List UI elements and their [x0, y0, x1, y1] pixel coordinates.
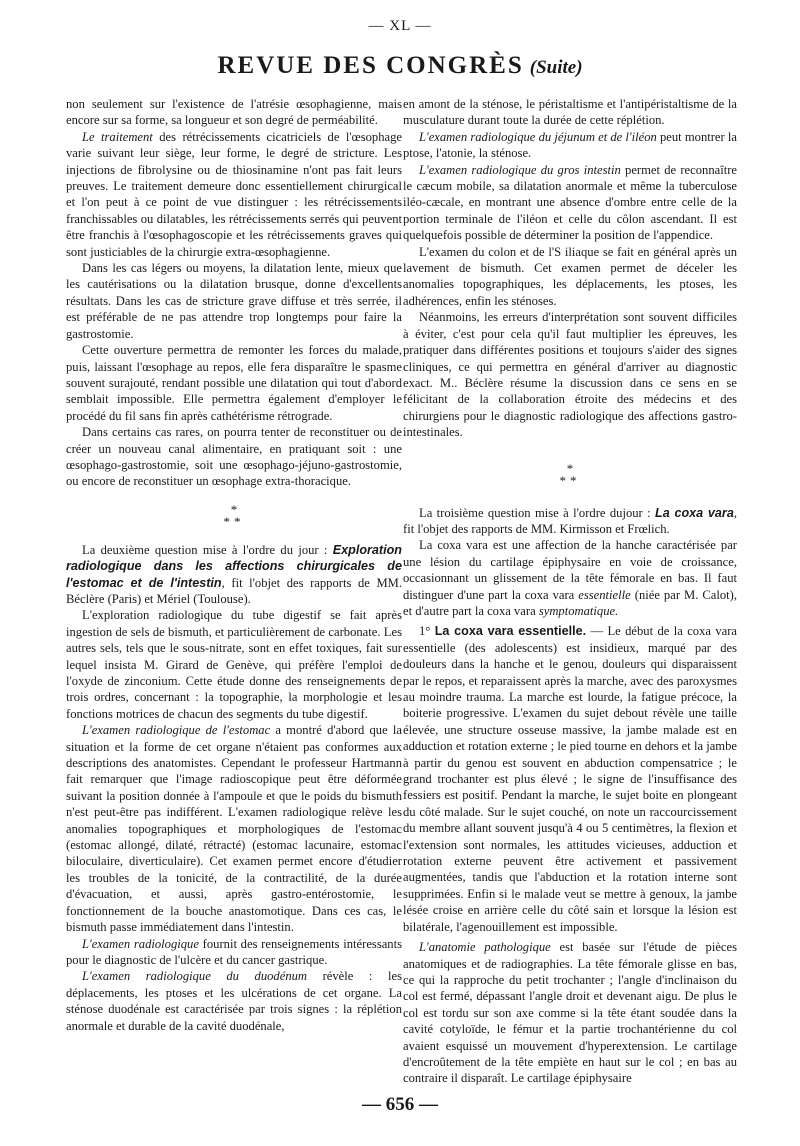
right-paragraph-5: Néanmoins, les erreurs d'interprétation sont souvent difficiles à éviter, c'est pour cela qu'il faut multiplier les épreuves, les pratiquer dans différentes positions et toujours s'aider des signes cliniques, ce qui permettra en général d'arriver au diagnostic exact. M.. Béclère résume la discussion dans ce sens en se félicitant de la collaboration étroite des médecins et des chirurgiens pour le diagnostic radiologique des affections gastro-intestinales.: [403, 310, 737, 440]
section-separator-1: [66, 501, 402, 529]
right-paragraph-7-text: — Le début de la coxa vara essentielle (des adolescents) est insidieux, marqué par des douleurs dans la hanche et le genou, douleurs qui disparaissent par le repos, et reparaissent après la marche, avec des paroxysmes au moindre trauma. La marche est lourde, la fatigue précoce, la boiterie progressive. L'examen du sujet debout révèle une taille élevée, une structure osseuse massive, la jambe malade est en adduction et rotation externe ; le pied tourne en dehors et la jambe à partir du genou est souvent en abduction compensatrice ; le grand trochanter est plus élevé ; le signe de l'insuffisance des fessiers est positif. Pendant la marche, le sujet boite en plongeant du côté malade. Sur le sujet couché, on note un raccourcissement du membre allant souvent jusqu'à 4 ou 5 centimètres, la flexion et l'extension sont normales, les attitudes vicieuses, adduction et rotation externe peuvent être activement et passivement augmentées, tandis que l'abduction et la rotation interne sont supprimées. Enfin si le malade veut se mettre à genoux, la jambe lésée croise en arrière celle du côté sain et lorsque la lésion est bilatérale, l'agenouillement est impossible.: [403, 624, 738, 934]
left-paragraph-9: [66, 968, 402, 1034]
question-2-rapporteurs: , fit l'objet des rapports de MM. Béclère (Paris) et Mériel (Toulouse).: [66, 575, 402, 606]
left-paragraph-3: Dans les cas légers ou moyens, la dilatation lente, mieux que les cautérisations ou la dilatation brusque, donne d'excellents résultats. Dans les cas de stricture grave diffuse et très serrée, il est préférable de ne pas attendre trop longtemps pour faire la gastrostomie.: [66, 261, 402, 341]
right-paragraph-3-text: permet de reconnaître le cæcum mobile, sa dilatation anormale et même la tuberculose iléo-cæcale, en montrant une absence d'ombre entre celle de la portion terminale de l'iléon et celle du côlon ascendant. Il est quelquefois possible de déterminer la position de l'appendice.: [403, 162, 738, 243]
left-paragraph-9-text: révèle : les déplacements, les ptoses et les ulcérations de cet organe. La sténose duodénale est caractérisée par trois signes : la réplétion anormale et durable de la cavité duodénale,: [66, 969, 402, 1033]
question-2-intro: La deuxième question mise à l'ordre du jour :: [82, 542, 333, 557]
left-paragraph-4: Cette ouverture permettra de remonter les forces du malade, puis, laissant l'œsophage au repos, elle fera disparaître le spasme souvent surajouté, rendant possible une dilatation qui tout d'abord semblait impossible. Elle permettra également d'employer le procédé du fil sans fin après cathétérisme rétrograde.: [66, 343, 402, 423]
question-3-intro: La troisième question mise à l'ordre dujour :: [419, 505, 656, 520]
left-paragraph-8-text: fournit des renseignements intéressants pour le diagnostic de l'ulcère et du cancer gastrique.: [66, 936, 403, 967]
symptomatique-term: symptomatique.: [538, 603, 619, 618]
header-title: REVUE DES CONGRÈS: [217, 52, 524, 79]
right-paragraph-2: [403, 129, 737, 162]
section-separator-2: [403, 460, 737, 488]
right-paragraph-4: L'examen du colon et de l'S iliaque se fait en général après un lavement de bismuth. Cet examen permet de déceler les anomalies topographiques, les déplacements, les ptoses, les adhérences, enfin les sténoses.: [403, 244, 737, 308]
coxa-vara-essentielle-heading: La coxa vara essentielle.: [434, 624, 587, 639]
right-paragraph-7: [403, 623, 737, 935]
right-paragraph-3: [403, 162, 737, 244]
left-paragraph-2: [66, 129, 402, 260]
coxa-vara-definition: La coxa vara est une affection de la hanche caractérisée par une lésion du cartilage épiphysaire en voie de croissance, occasionnant un glissement de la tête fémorale en bas. Il faut distinguer d'une part la coxa vara: [403, 538, 737, 602]
separator-star-top: *: [566, 460, 574, 476]
section-number: 1°: [419, 624, 435, 639]
left-paragraph-6: L'exploration radiologique du tube digestif se fait après ingestion de sels de bismuth, et particulièrement de carbonate. Les autres sels, tels que le sous-nitrate, sont en effet toxiques, fait sur lequel insista M. Girard de Genève, qui préfère l'emploi de l'oxyde de zinconium. Cette étude donne des renseignements de trois ordres, concernant : la topographie, la morphologie et les fonctions motrices de chacun des segments du tube digestif.: [66, 608, 402, 721]
separator-star-bottom: **: [223, 513, 245, 529]
right-paragraph-8: [403, 939, 737, 1087]
page-number: — 656 —: [362, 1094, 438, 1115]
radiological-exam-heading: L'examen radiologique: [82, 936, 199, 951]
question-2-title: Exploration radiologique dans les affections chirurgicales de l'estomac et de l'intestin: [66, 542, 402, 590]
question-2-paragraph: [66, 542, 402, 608]
left-paragraph-1: non seulement sur l'existence de l'atrésie œsophagienne, mais encore sur sa forme, sa longueur et son degré de perméabilité.: [66, 97, 402, 128]
right-paragraph-8-text: est basée sur l'étude de pièces anatomiques et de radiographies. La tête fémorale glisse en bas, ce qui la rapproche du petit trochanter ; l'angle d'inclinaison du col est fermé, dépassant l'angle droit et devenant aigu. De plus le col est tordu sur son axe comme si la tête étant soudée dans la cavité cotyloïde, le fémur et la partie trochantérienne du col avaient esquissé un mouvement d'hyperextension. Le cartilage d'encroûtement de la tête empiète en haut sur le col ; en bas au contraire il disparaît. Le cartilage épiphysaire: [403, 940, 737, 1086]
running-header: [0, 52, 800, 80]
right-paragraph-2-text: peut montrer la ptose, l'atonie, la sténose.: [403, 129, 737, 161]
right-column: [403, 96, 737, 1087]
duodenum-exam-heading: L'examen radiologique du duodénum: [82, 969, 308, 984]
question-3-rapporteurs: , fit l'objet des rapports de MM. Kirmisson et Frœlich.: [403, 505, 737, 536]
right-paragraph-1: en amont de la sténose, le péristaltisme et l'antipéristaltisme de la musculature durant toute la durée de cette réplétion.: [403, 97, 737, 128]
left-column: [66, 96, 402, 1034]
question-3-title: La coxa vara: [655, 505, 734, 520]
separator-star-top: *: [230, 501, 238, 517]
left-paragraph-7: [66, 722, 402, 935]
header-suite: (Suite): [529, 57, 583, 78]
treatment-heading: Le traitement: [82, 129, 153, 144]
jejunum-exam-heading: L'examen radiologique du jéjunum et de l'iléon: [419, 129, 657, 144]
right-paragraph-6: [403, 537, 737, 619]
stomach-exam-heading: L'examen radiologique de l'estomac: [82, 723, 271, 738]
large-intestine-exam-heading: L'examen radiologique du gros intestin: [419, 162, 621, 177]
page-roman-numeral: — XL —: [368, 18, 432, 34]
pathological-anatomy-heading: L'anatomie pathologique: [419, 940, 551, 955]
left-paragraph-5: Dans certains cas rares, on pourra tenter de reconstituer ou de créer un nouveau canal alimentaire, en pratiquant soit : une œsophago-gastrostomie, soit une œsophago-jéjuno-gastrostomie, ou encore de reconstituer un œsophage extra-thoracique.: [66, 425, 402, 489]
coxa-vara-definition-cont: (niée par M. Calot), et d'autre part la coxa vara: [403, 587, 737, 618]
separator-star-bottom: **: [559, 472, 581, 488]
left-paragraph-2-text: des rétrécissements cicatriciels de l'œsophage varie suivant leur siège, leur forme, le degré de stricture. Les injections de fibrolysine ou de thiosinamine n'ont pas fait leurs preuves. Le traitement demeure donc essentiellement chirurgical et l'on peut à ce point de vue distinguer : les rétrécissements franchissables ou dilatables, les rétrécissements serrés qui peuvent être franchis à l'œsophagoscopie et les rétrécissements graves qui sont justiciables de la chirurgie extra-œsophagienne.: [66, 129, 402, 259]
left-paragraph-7-text: a montré d'abord que la situation et la forme de cet organe n'étaient pas conformes aux descriptions des anatomistes. Cependant le professeur Hartmann fait remarquer que l'image radioscopique peut être déformée suivant la position donnée à l'ampoule et que le poids du bismuth n'est peut-être pas indifférent. L'examen radiologique relève les anomalies topographiques et morphologiques de l'estomac (estomac allongé, dilaté, rétracté) (estomac lacunaire, estomac biloculaire, diverticulaire). Cet examen permet encore d'étudier les troubles de la tonicité, de la contractilité, de la durée d'évacuation, et aussi, après gastro-entérostomie, le fonctionnement de la bouche anastomotique. Dans ces cas, le bismuth passe immédiatement dans l'intestin.: [66, 723, 402, 935]
left-paragraph-8: [66, 936, 402, 969]
essentielle-term: essentielle: [578, 587, 631, 602]
question-3-paragraph: [403, 505, 737, 538]
